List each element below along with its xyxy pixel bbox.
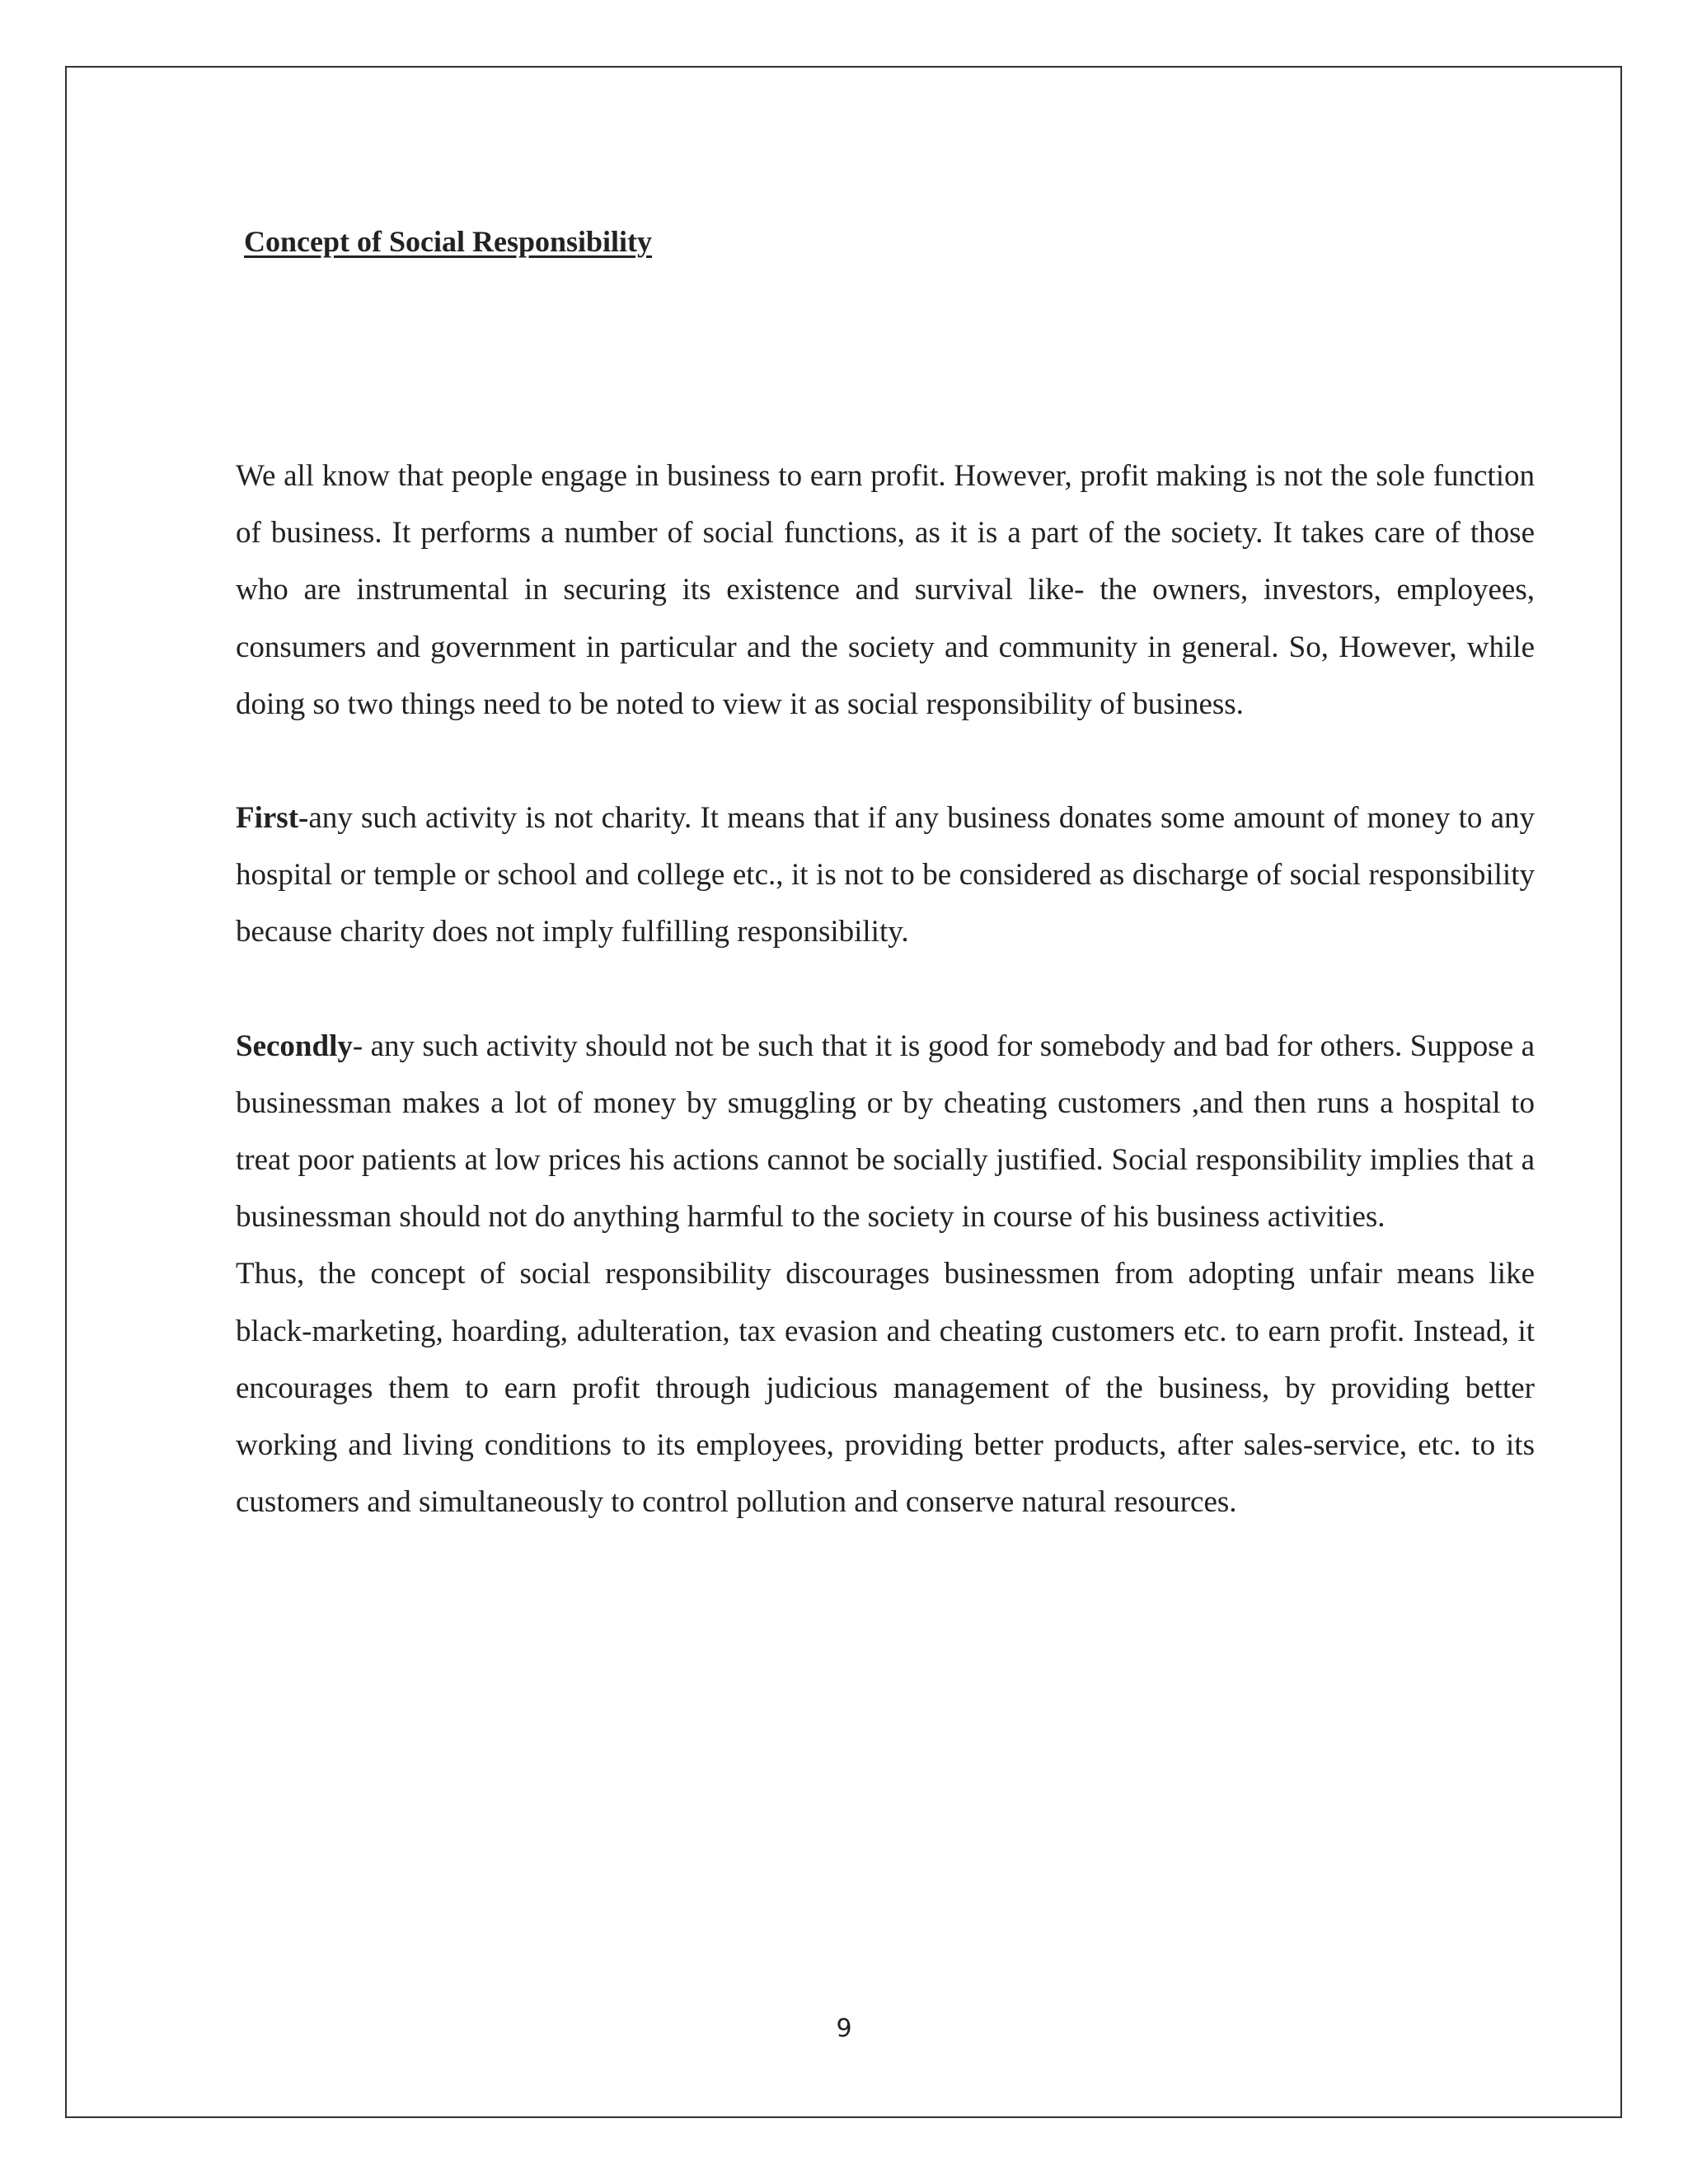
paragraph-intro — [236, 448, 1535, 733]
paragraph-secondly-lead: Secondly — [236, 1029, 353, 1063]
paragraph-first — [236, 790, 1535, 961]
paragraph-intro-text: We all know that people engage in business to earn profit. However, profit making is not the sole function of business. It performs a number of social functions, as it is a part of the society. It takes care of those who are instrumental in securing its existence and survival like- the owners, investors, employees, consumers and government in particular and the society and community in general. So, However, while doing so two things need to be noted to view it as social responsibility of business. — [236, 459, 1535, 721]
document-body — [236, 219, 1535, 1530]
paragraph-thus-text: Thus, the concept of social responsibility discourages businessmen from adopting unfair means like black-marketing, hoarding, adulteration, tax evasion and cheating customers etc. to earn profit. Instead, it encourages them to earn profit through judicious management of the business, by providing better working and living conditions to its employees, providing better products, after sales-service, etc. to its customers and simultaneously to control pollution and conserve natural resources. — [236, 1257, 1535, 1520]
paragraph-secondly-text: - any such activity should not be such that it is good for somebody and bad for others. Suppose a businessman makes a lot of money by smuggling or by cheating customers ,and then runs a hospital to treat poor patients at low prices his actions cannot be socially justified. Social responsibility implies that a businessman should not do anything harmful to the society in course of his business activities. — [236, 1029, 1535, 1235]
paragraph-first-lead: First- — [236, 801, 309, 836]
paragraph-first-text: any such activity is not charity. It means that if any business donates some amount of money to any hospital or temple or school and college etc., it is not to be considered as discharge of social responsibility because charity does not imply fulfilling responsibility. — [236, 801, 1535, 949]
section-heading: Concept of Social Responsibility — [244, 225, 653, 258]
page-number: 9 — [836, 2014, 852, 2043]
paragraph-thus — [236, 1245, 1535, 1530]
paragraph-secondly — [236, 1018, 1535, 1246]
